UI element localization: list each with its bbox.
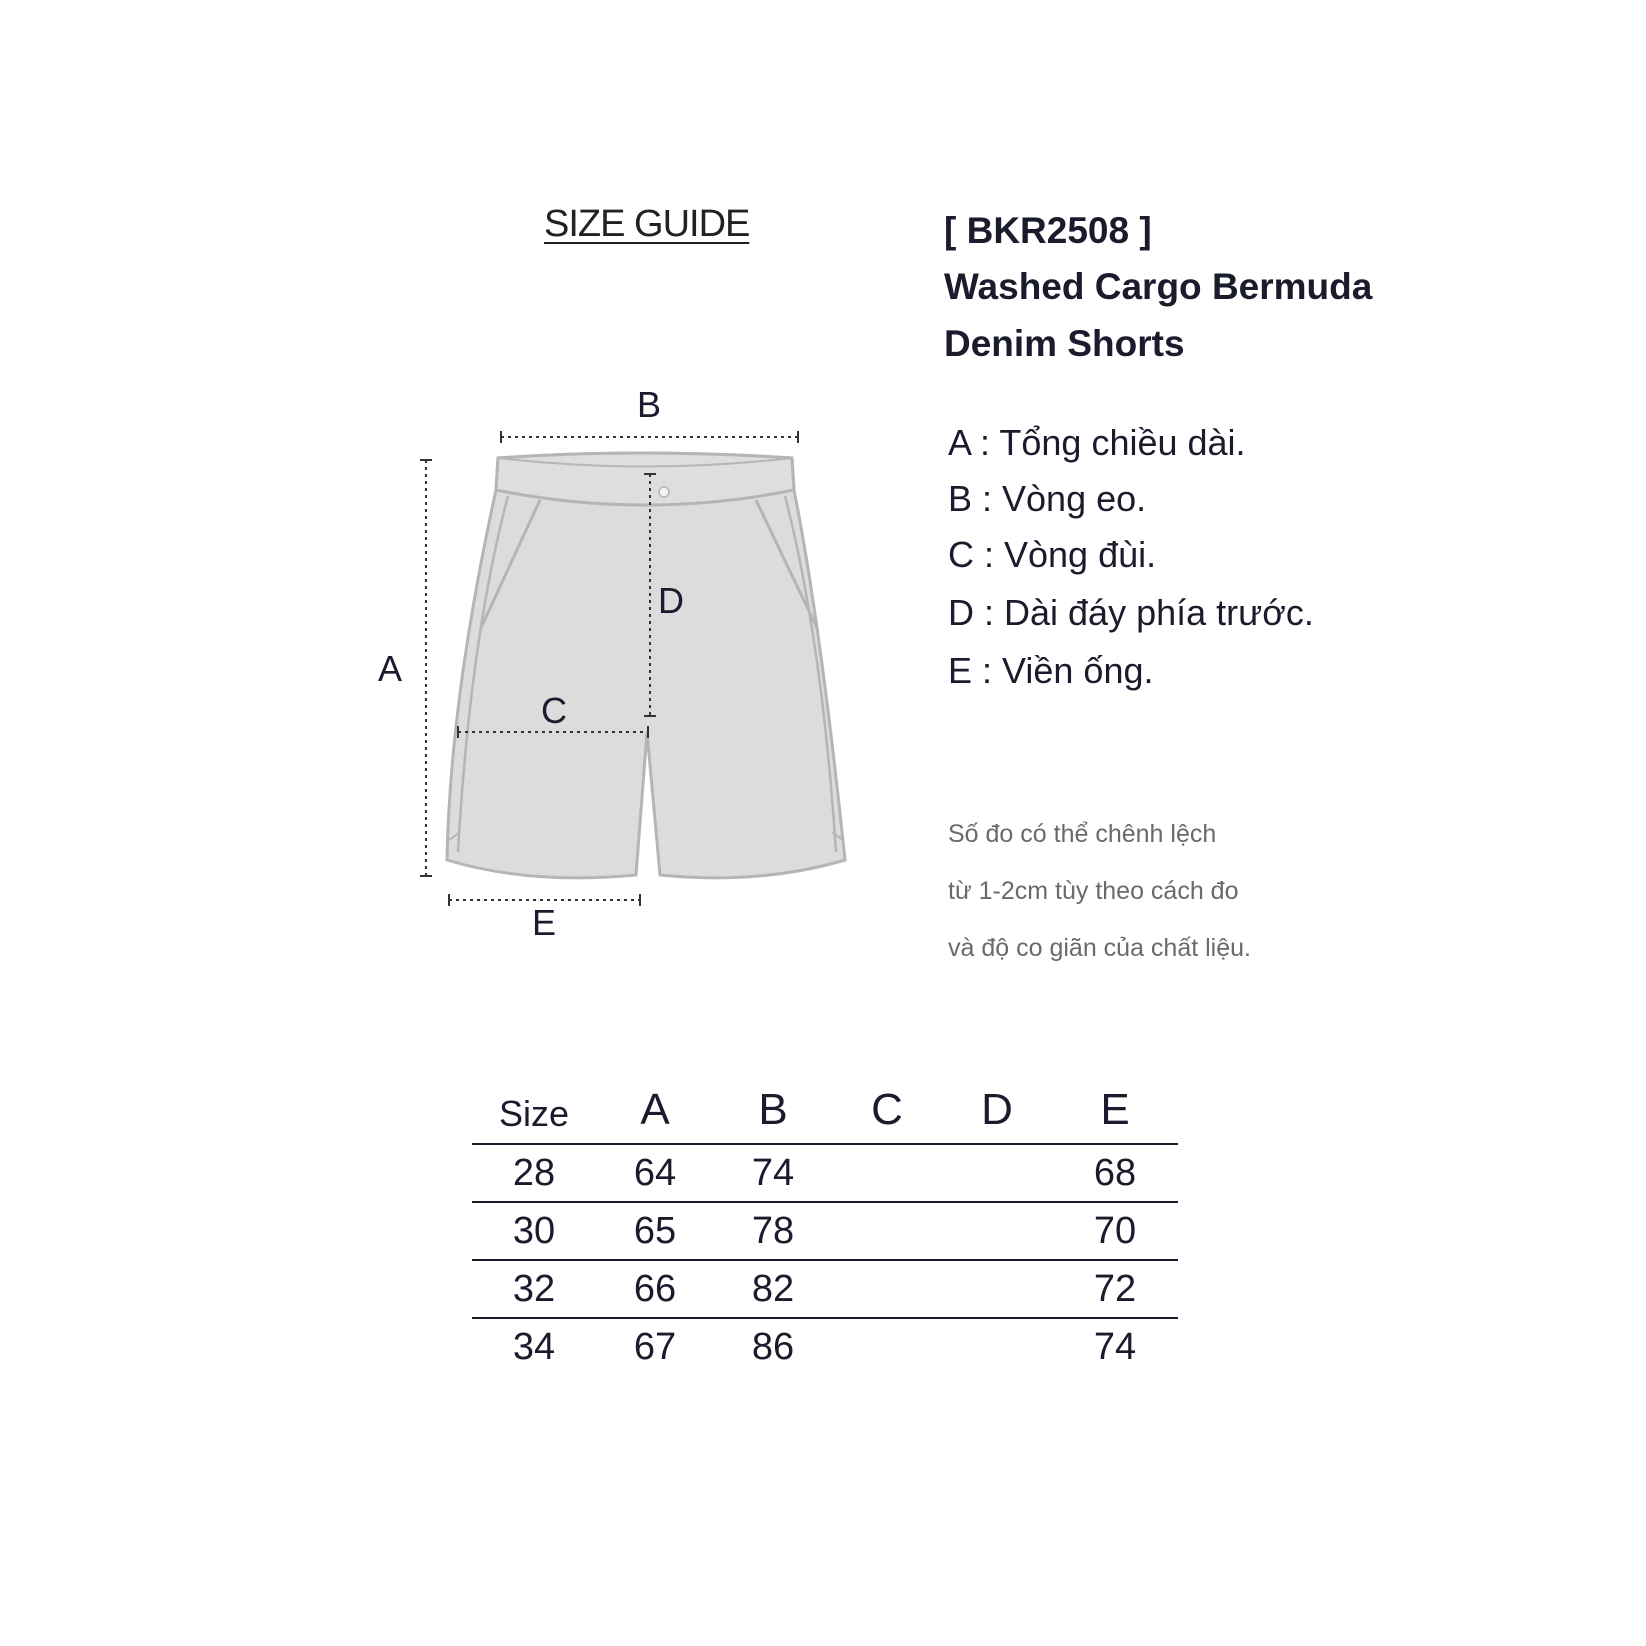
size-guide-title: SIZE GUIDE: [544, 203, 750, 245]
diagram-label-b: B: [637, 384, 662, 425]
table-row: [472, 1144, 1178, 1202]
cell-e: 72: [1052, 1260, 1178, 1318]
legend-item-b: B : Vòng eo.: [948, 478, 1147, 519]
cell-size: 30: [472, 1202, 596, 1260]
product-name-line2: Denim Shorts: [944, 323, 1185, 364]
shorts-icon: [360, 390, 880, 950]
cell-d: [942, 1144, 1052, 1202]
cell-size: 32: [472, 1260, 596, 1318]
product-code: [ BKR2508 ]: [944, 210, 1152, 251]
cell-b: 82: [714, 1260, 832, 1318]
header-c: C: [871, 1085, 903, 1134]
cell-e: 74: [1052, 1318, 1178, 1375]
cell-a: 64: [596, 1144, 714, 1202]
note-line-2: từ 1-2cm tùy theo cách đo: [948, 877, 1239, 905]
cell-b: 78: [714, 1202, 832, 1260]
cell-d: [942, 1318, 1052, 1375]
table-row: [472, 1318, 1178, 1375]
note-line-1: Số đo có thể chênh lệch: [948, 820, 1217, 848]
diagram-label-a: A: [378, 648, 403, 689]
legend-item-d: D : Dài đáy phía trước.: [948, 592, 1314, 633]
shorts-diagram: [360, 384, 880, 950]
table-row: [472, 1260, 1178, 1318]
cell-b: 74: [714, 1144, 832, 1202]
cell-a: 66: [596, 1260, 714, 1318]
cell-e: 68: [1052, 1144, 1178, 1202]
cell-c: [832, 1318, 942, 1375]
cell-c: [832, 1260, 942, 1318]
cell-d: [942, 1260, 1052, 1318]
diagram-label-e: E: [532, 902, 557, 943]
legend-item-c: C : Vòng đùi.: [948, 534, 1157, 575]
table-row: [472, 1202, 1178, 1260]
header-d: D: [981, 1085, 1013, 1134]
header-size: Size: [498, 1093, 570, 1134]
diagram-label-c: C: [541, 690, 567, 731]
header-b: B: [758, 1085, 788, 1134]
cell-size: 34: [472, 1318, 596, 1375]
header-e: E: [1100, 1085, 1130, 1134]
cell-a: 65: [596, 1202, 714, 1260]
note-line-3: và độ co giãn của chất liệu.: [948, 934, 1251, 962]
legend-item-e: E : Viền ống.: [948, 650, 1154, 691]
legend-item-a: A : Tổng chiều dài.: [948, 422, 1246, 463]
cell-c: [832, 1202, 942, 1260]
cell-e: 70: [1052, 1202, 1178, 1260]
cell-c: [832, 1144, 942, 1202]
cell-size: 28: [472, 1144, 596, 1202]
cell-d: [942, 1202, 1052, 1260]
table-header-row: [472, 1065, 1178, 1144]
cell-a: 67: [596, 1318, 714, 1375]
diagram-label-d: D: [658, 580, 684, 621]
product-name-line1: Washed Cargo Bermuda: [944, 266, 1373, 307]
header-a: A: [640, 1085, 670, 1134]
cell-b: 86: [714, 1318, 832, 1375]
size-table: [472, 1065, 1178, 1375]
